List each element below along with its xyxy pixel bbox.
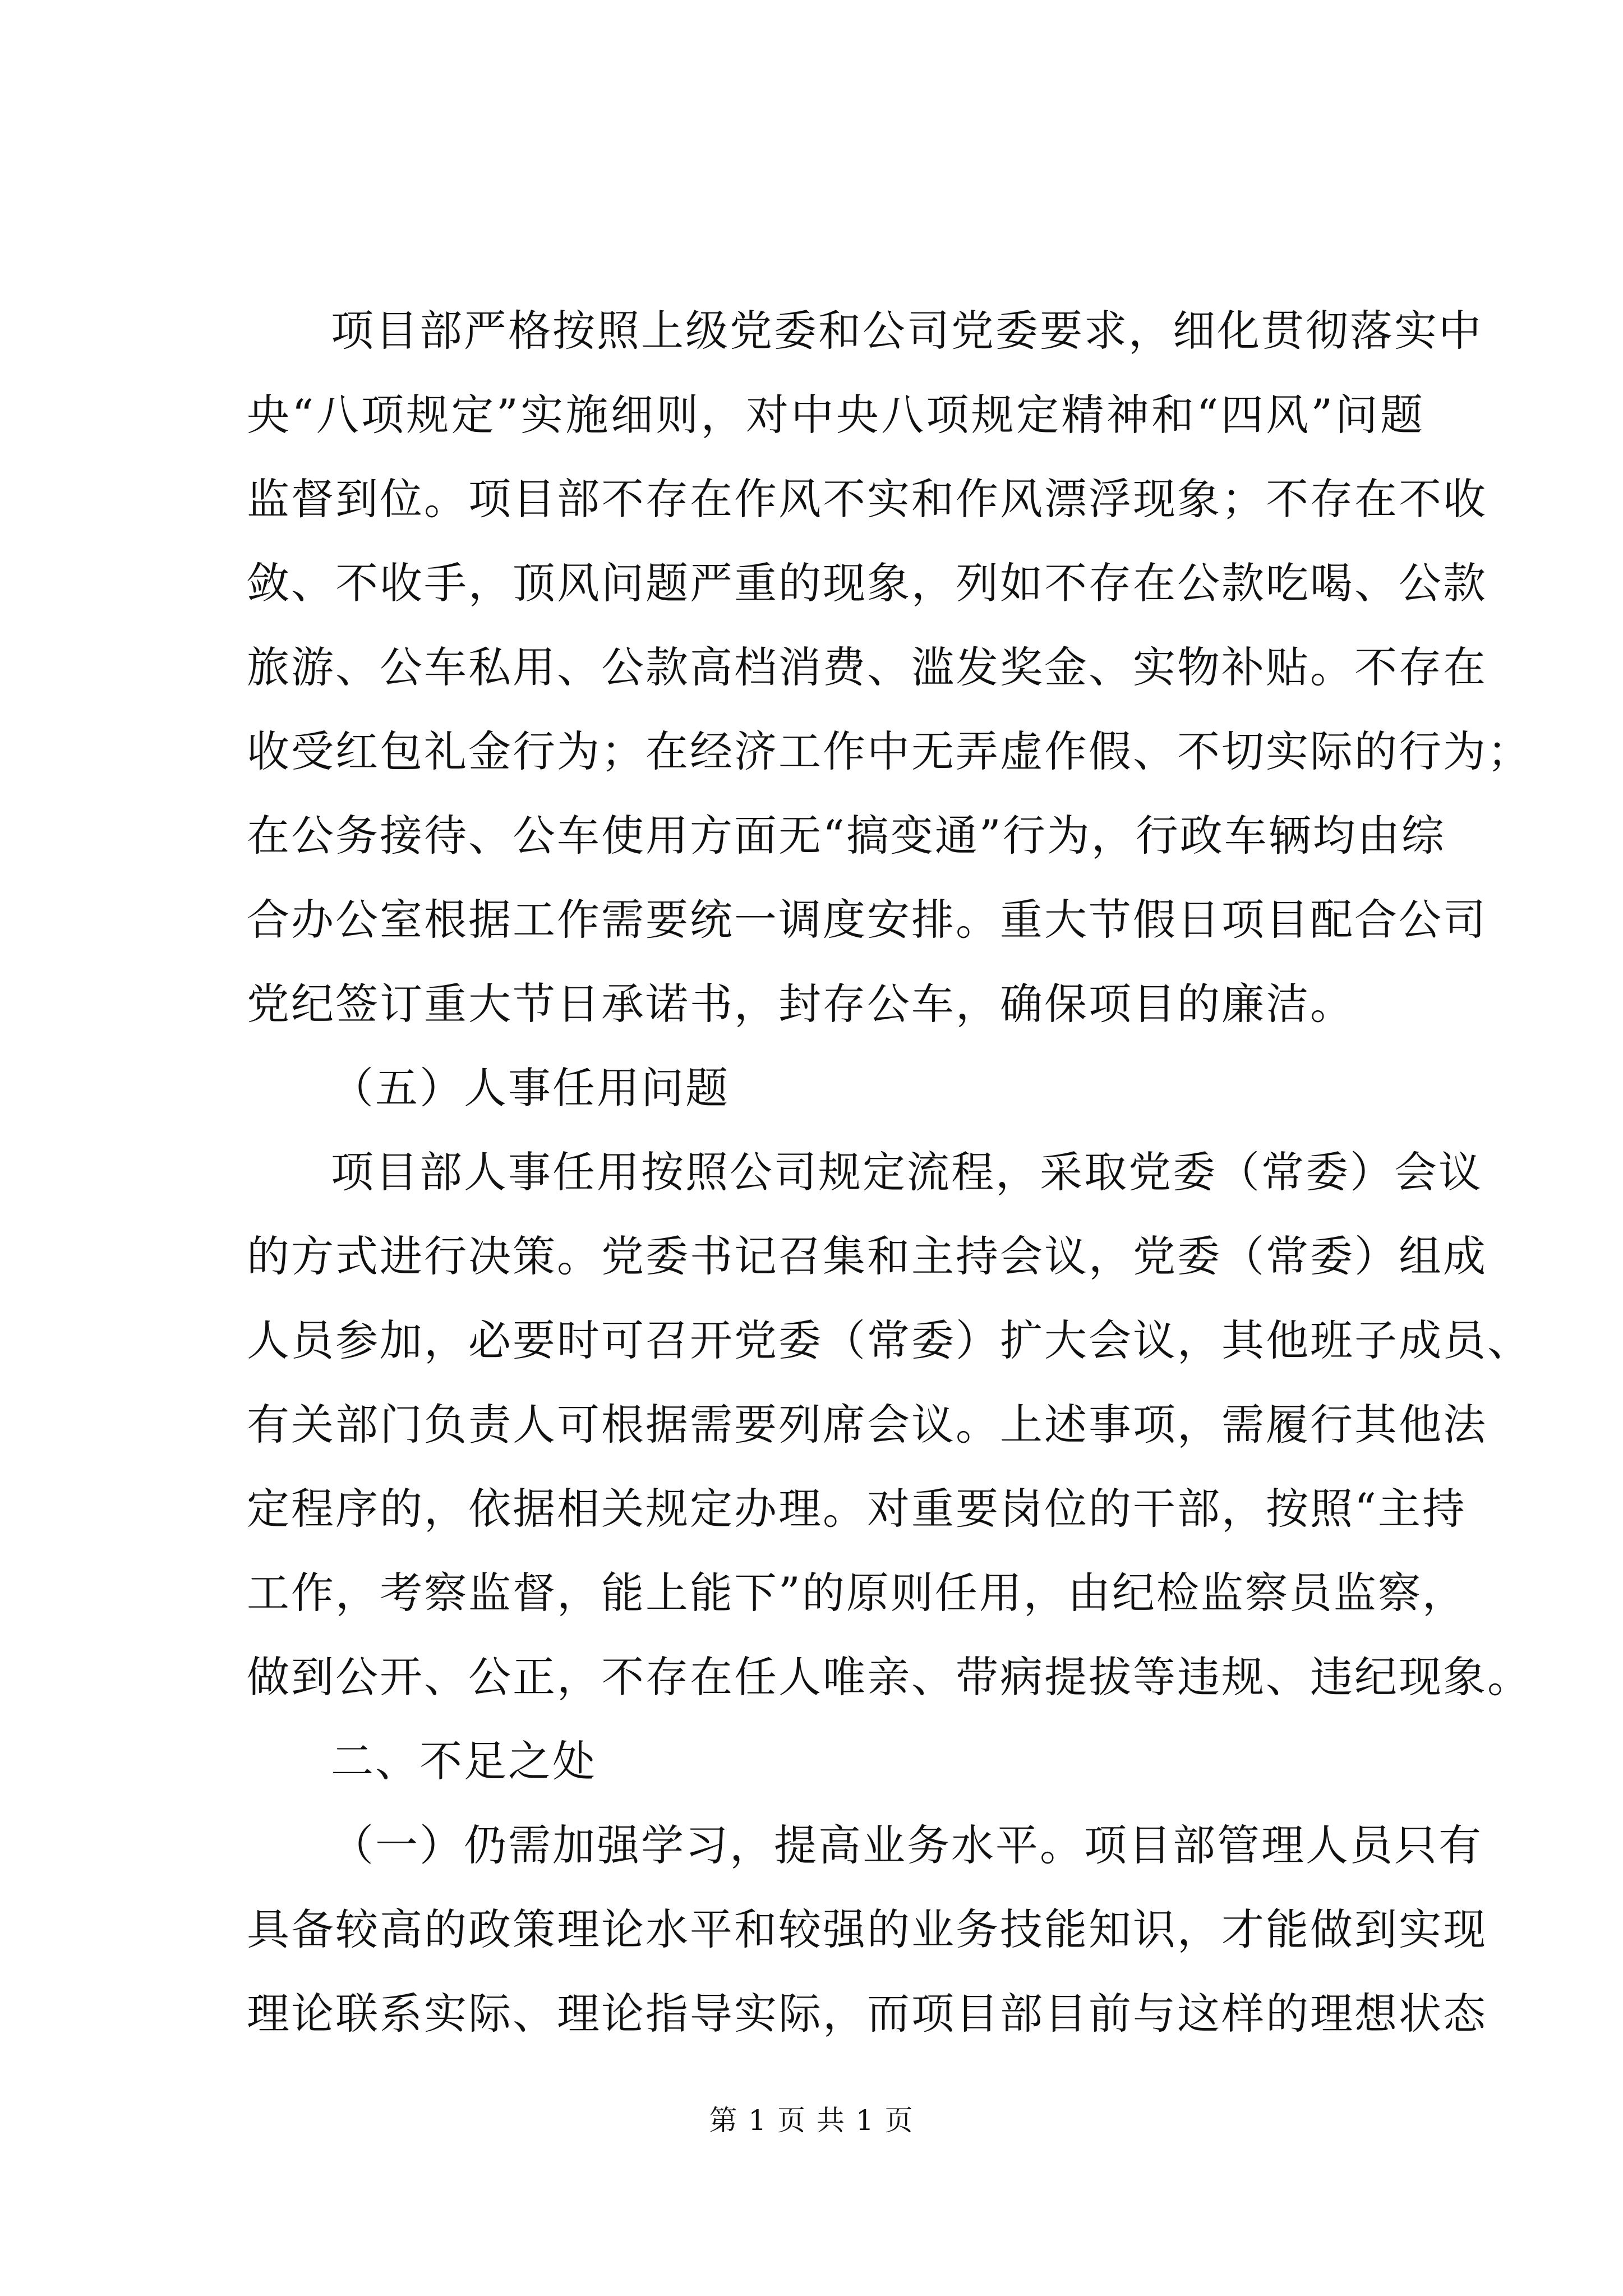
text-line: 做到公开、公正，不存在任人唯亲、带病提拔等违规、违纪现象。	[247, 1652, 1532, 1702]
text-line: 人员参加，必要时可召开党委（常委）扩大会议，其他班子成员、	[247, 1315, 1532, 1365]
text-line: 央“八项规定”实施细则，对中央八项规定精神和“四风”问题	[247, 390, 1424, 440]
text-line: 在公务接待、公车使用方面无“搞变通”行为，行政车辆均由综	[247, 811, 1446, 861]
text-line: 定程序的，依据相关规定办理。对重要岗位的干部，按照“主持	[247, 1484, 1467, 1534]
text-line: 监督到位。项目部不存在作风不实和作风漂浮现象；不存在不收	[247, 474, 1487, 524]
text-line: 党纪签订重大节日承诺书，封存公车，确保项目的廉洁。	[247, 979, 1354, 1029]
text-line: （一）仍需加强学习，提高业务水平。项目部管理人员只有	[331, 1820, 1483, 1870]
text-line: 合办公室根据工作需要统一调度安排。重大节假日项目配合公司	[247, 895, 1487, 945]
document-body	[247, 289, 1532, 2056]
text-line: 项目部严格按照上级党委和公司党委要求，细化贯彻落实中	[331, 306, 1483, 356]
section-heading: （五）人事任用问题	[331, 1063, 730, 1113]
text-line: 敛、不收手，顶风问题严重的现象，列如不存在公款吃喝、公款	[247, 558, 1487, 608]
text-line: 旅游、公车私用、公款高档消费、滥发奖金、实物补贴。不存在	[247, 642, 1487, 692]
text-line: 有关部门负责人可根据需要列席会议。上述事项，需履行其他法	[247, 1400, 1487, 1450]
text-line: 收受红包礼金行为；在经济工作中无弄虚作假、不切实际的行为；	[247, 726, 1532, 776]
text-line: 理论联系实际、理论指导实际，而项目部目前与这样的理想状态	[247, 1989, 1487, 2039]
text-line: 具备较高的政策理论水平和较强的业务技能知识，才能做到实现	[247, 1904, 1487, 1954]
text-line: 项目部人事任用按照公司规定流程，采取党委（常委）会议	[331, 1147, 1483, 1197]
page-number-footer: 第 1 页 共 1 页	[709, 2104, 914, 2137]
section-heading: 二、不足之处	[331, 1736, 597, 1786]
text-line: 工作，考察监督，能上能下”的原则任用，由纪检监察员监察，	[247, 1568, 1467, 1618]
text-line: 的方式进行决策。党委书记召集和主持会议，党委（常委）组成	[247, 1231, 1487, 1281]
